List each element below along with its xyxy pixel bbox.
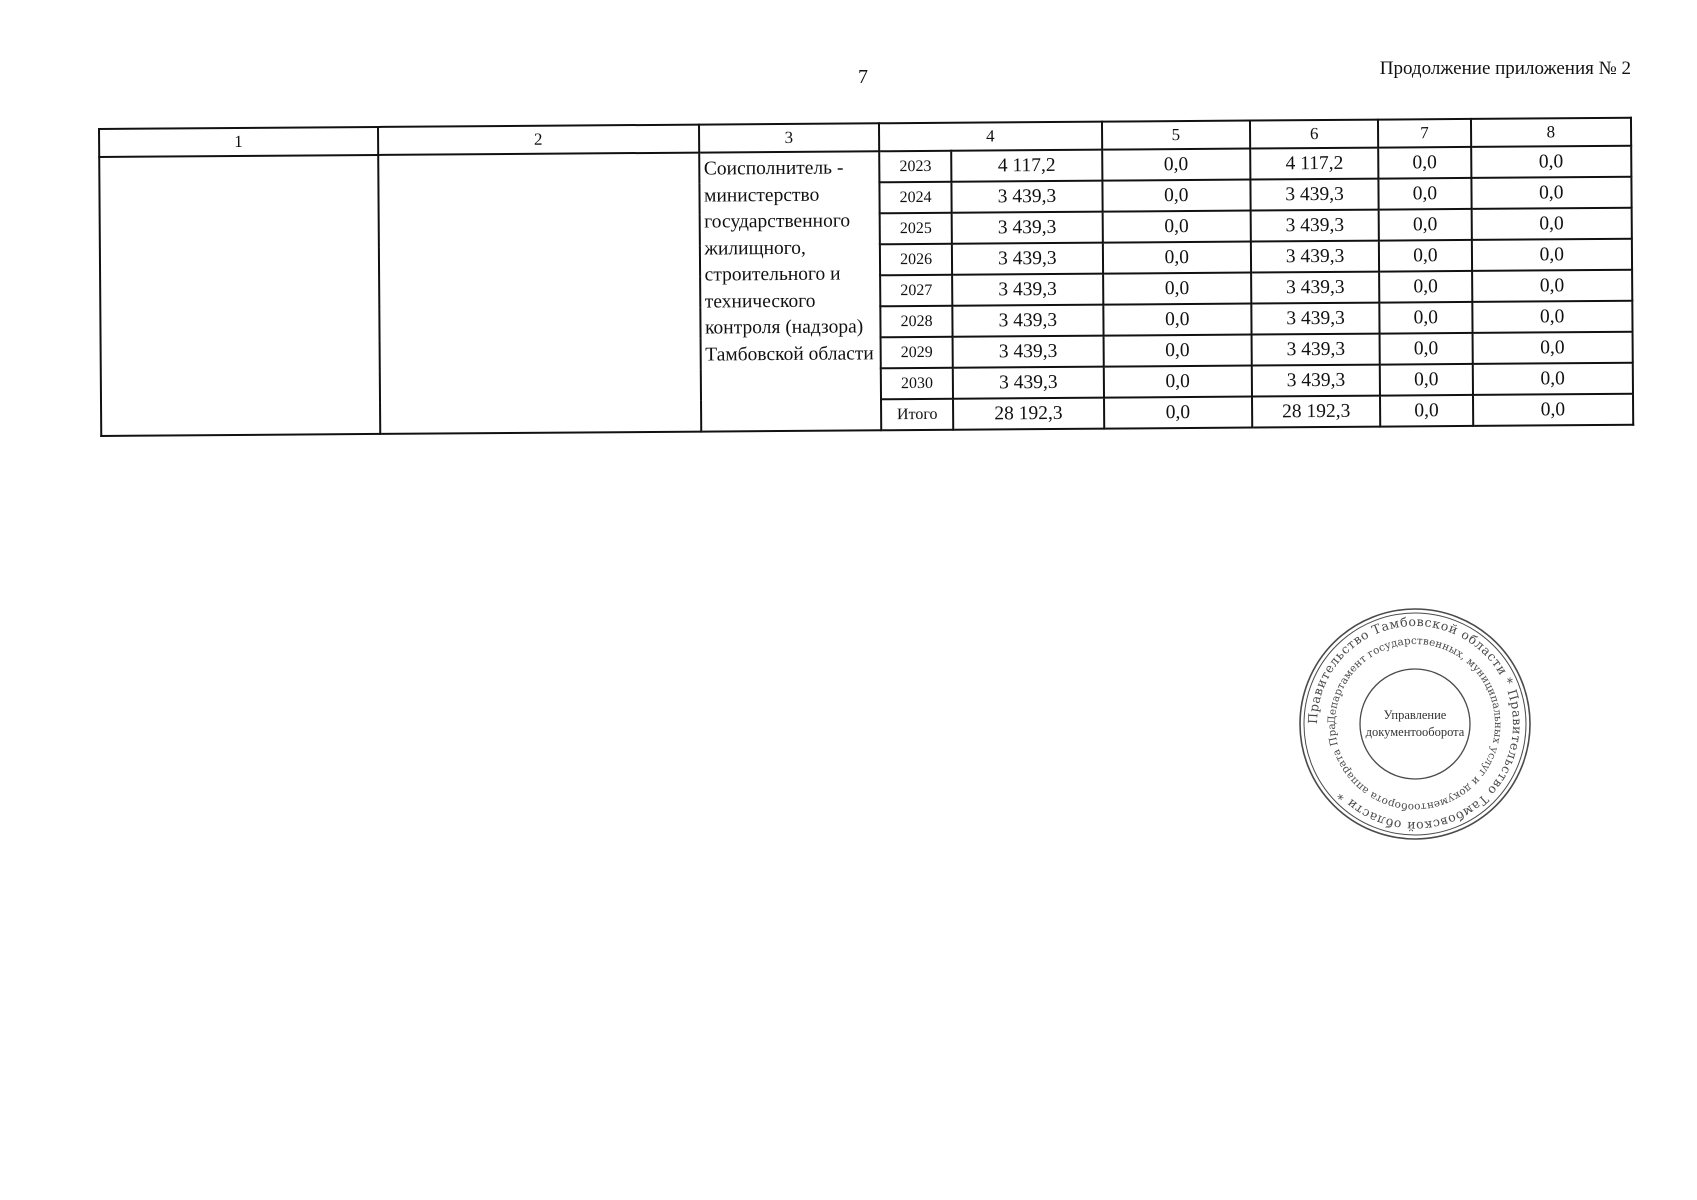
year-cell: 2026 bbox=[880, 244, 952, 276]
year-cell: 2027 bbox=[880, 275, 952, 307]
value-cell: 3 439,3 bbox=[1251, 241, 1380, 273]
column-number-5: 5 bbox=[1102, 121, 1251, 150]
value-cell: 3 439,3 bbox=[952, 243, 1103, 275]
year-cell: 2030 bbox=[881, 368, 953, 400]
year-cell: 2024 bbox=[879, 182, 951, 214]
value-cell: 3 439,3 bbox=[952, 181, 1103, 213]
stamp-outer-text: Правительство Тамбовской области * Правительство Тамбовской области * bbox=[1304, 613, 1526, 835]
value-cell: 4 117,2 bbox=[951, 150, 1102, 182]
value-cell: 0,0 bbox=[1472, 363, 1633, 395]
value-cell: 0,0 bbox=[1472, 332, 1633, 364]
total-value-cell: 28 192,3 bbox=[1252, 396, 1381, 428]
column-number-3: 3 bbox=[699, 123, 880, 152]
column-number-2: 2 bbox=[378, 125, 699, 155]
total-value-cell: 0,0 bbox=[1380, 395, 1472, 427]
value-cell: 0,0 bbox=[1380, 302, 1472, 334]
column-number-1: 1 bbox=[99, 127, 378, 157]
value-cell: 3 439,3 bbox=[953, 305, 1104, 337]
column-number-8: 8 bbox=[1471, 118, 1632, 147]
value-cell: 0,0 bbox=[1103, 273, 1252, 305]
total-label: Итого bbox=[881, 399, 953, 431]
value-cell: 3 439,3 bbox=[1251, 303, 1380, 335]
value-cell: 0,0 bbox=[1471, 146, 1632, 178]
value-cell: 0,0 bbox=[1103, 335, 1252, 367]
value-cell: 0,0 bbox=[1102, 149, 1251, 181]
stamp-center bbox=[1298, 607, 1532, 841]
value-cell: 3 439,3 bbox=[1250, 179, 1379, 211]
total-value-cell: 28 192,3 bbox=[953, 398, 1104, 430]
total-value-cell: 0,0 bbox=[1104, 397, 1253, 429]
value-cell: 0,0 bbox=[1103, 304, 1252, 336]
year-cell: 2028 bbox=[880, 306, 952, 338]
cell-col1-empty bbox=[99, 155, 380, 436]
value-cell: 0,0 bbox=[1380, 333, 1472, 365]
value-cell: 0,0 bbox=[1471, 208, 1632, 240]
column-number-7: 7 bbox=[1378, 119, 1470, 148]
value-cell: 3 439,3 bbox=[952, 212, 1103, 244]
column-number-6: 6 bbox=[1250, 120, 1379, 149]
year-cell: 2023 bbox=[879, 151, 951, 183]
stamp-center-line1: Управление bbox=[1383, 708, 1447, 722]
value-cell: 0,0 bbox=[1472, 270, 1633, 302]
value-cell: 0,0 bbox=[1472, 301, 1633, 333]
value-cell: 3 439,3 bbox=[1252, 334, 1381, 366]
value-cell: 0,0 bbox=[1379, 271, 1471, 303]
value-cell: 0,0 bbox=[1379, 178, 1471, 210]
value-cell: 3 439,3 bbox=[1252, 365, 1381, 397]
budget-table bbox=[98, 117, 1634, 437]
value-cell: 0,0 bbox=[1102, 211, 1251, 243]
value-cell: 0,0 bbox=[1103, 366, 1252, 398]
value-cell: 0,0 bbox=[1380, 364, 1472, 396]
total-value-cell: 0,0 bbox=[1473, 394, 1634, 426]
official-stamp bbox=[1298, 607, 1532, 841]
value-cell: 0,0 bbox=[1102, 180, 1251, 212]
value-cell: 0,0 bbox=[1102, 242, 1251, 274]
year-cell: 2025 bbox=[880, 213, 952, 245]
executor-cell: Соисполнитель - министерство государственного жилищного, строительного и технического контроля (надзора) Тамбовской области bbox=[699, 151, 882, 431]
stamp-center-line2: документооборота bbox=[1365, 725, 1465, 739]
stamp-inner-text: Департамент государственных, муниципальных услуг и документооборота аппарата Пра bbox=[1325, 634, 1505, 814]
value-cell: 3 439,3 bbox=[1251, 210, 1380, 242]
page-number: 7 bbox=[858, 66, 868, 88]
value-cell: 0,0 bbox=[1379, 209, 1471, 241]
value-cell: 3 439,3 bbox=[952, 274, 1103, 306]
continuation-label: Продолжение приложения № 2 bbox=[1379, 58, 1631, 79]
value-cell: 0,0 bbox=[1379, 240, 1471, 272]
value-cell: 3 439,3 bbox=[1251, 272, 1380, 304]
value-cell: 4 117,2 bbox=[1250, 148, 1379, 180]
value-cell: 3 439,3 bbox=[953, 336, 1104, 368]
value-cell: 3 439,3 bbox=[953, 367, 1104, 399]
value-cell: 0,0 bbox=[1471, 239, 1632, 271]
value-cell: 0,0 bbox=[1471, 177, 1632, 209]
column-number-4: 4 bbox=[879, 122, 1102, 152]
year-cell: 2029 bbox=[881, 337, 953, 369]
cell-col2-empty bbox=[378, 153, 701, 434]
value-cell: 0,0 bbox=[1378, 147, 1470, 179]
